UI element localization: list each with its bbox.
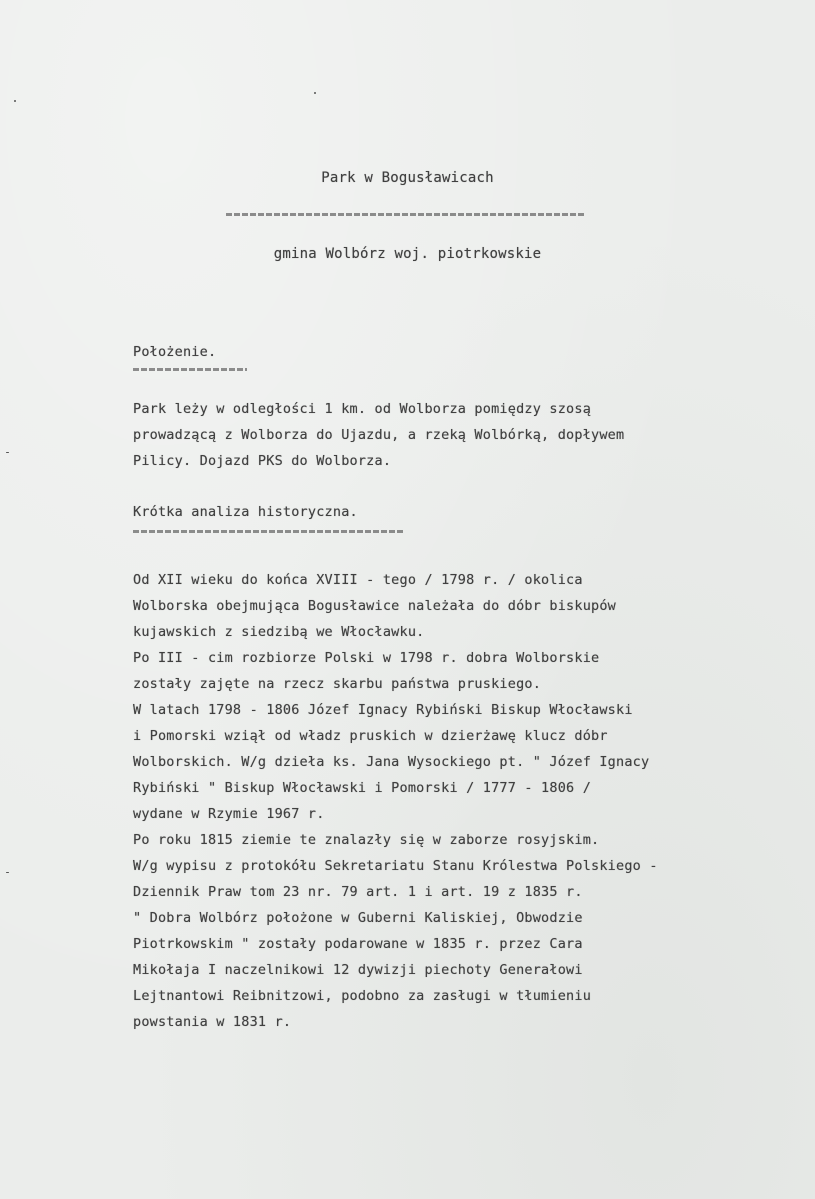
history-line: powstania w 1831 r.	[133, 1014, 292, 1030]
history-line: wydane w Rzymie 1967 r.	[133, 806, 325, 822]
location-line: Pilicy. Dojazd PKS do Wolborza.	[133, 453, 392, 469]
section-heading-history: Krótka analiza historyczna.	[133, 504, 358, 520]
history-line: Wolborskich. W/g dzieła ks. Jana Wysockiego pt. " Józef Ignacy	[133, 754, 650, 770]
heading-underline	[133, 368, 247, 371]
history-line: Piotrkowskim " zostały podarowane w 1835 r. przez Cara	[133, 936, 583, 952]
document-subtitle: gmina Wolbórz woj. piotrkowskie	[273, 246, 542, 262]
title-underline	[226, 213, 584, 216]
paper-speck	[6, 872, 9, 873]
history-line: Dziennik Praw tom 23 nr. 79 art. 1 i art. 19 z 1835 r.	[133, 884, 583, 900]
history-line: Lejtnantowi Reibnitzowi, podobno za zasługi w tłumieniu	[133, 988, 592, 1004]
location-line: Park leży w odległości 1 km. od Wolborza pomiędzy szosą	[133, 401, 592, 417]
paper-speck	[314, 92, 316, 94]
history-line: " Dobra Wolbórz położone w Guberni Kaliskiej, Obwodzie	[133, 910, 583, 926]
history-line: Po roku 1815 ziemie te znalazły się w zaborze rosyjskim.	[133, 832, 600, 848]
paper-speck	[6, 452, 9, 453]
history-line: W latach 1798 - 1806 Józef Ignacy Rybiński Biskup Włocławski	[133, 702, 633, 718]
history-line: i Pomorski wziął od władz pruskich w dzierżawę klucz dóbr	[133, 728, 608, 744]
heading-underline	[133, 530, 405, 533]
location-line: prowadzącą z Wolborza do Ujazdu, a rzeką Wolbórką, dopływem	[133, 427, 625, 443]
section-heading-location: Położenie.	[133, 344, 217, 360]
history-line: W/g wypisu z protokółu Sekretariatu Stanu Królestwa Polskiego -	[133, 858, 658, 874]
history-line: kujawskich z siedzibą we Włocławku.	[133, 624, 425, 640]
history-line: Od XII wieku do końca XVIII - tego / 1798 r. / okolica	[133, 572, 583, 588]
history-line: Wolborska obejmująca Bogusławice należała do dóbr biskupów	[133, 598, 617, 614]
history-line: Po III - cim rozbiorze Polski w 1798 r. dobra Wolborskie	[133, 650, 600, 666]
document-title: Park w Bogusławicach	[321, 170, 494, 186]
paper-speck	[14, 100, 16, 102]
history-line: Rybiński " Biskup Włocławski i Pomorski / 1777 - 1806 /	[133, 780, 592, 796]
history-line: zostały zajęte na rzecz skarbu państwa pruskiego.	[133, 676, 542, 692]
history-line: Mikołaja I naczelnikowi 12 dywizji piechoty Generałowi	[133, 962, 583, 978]
